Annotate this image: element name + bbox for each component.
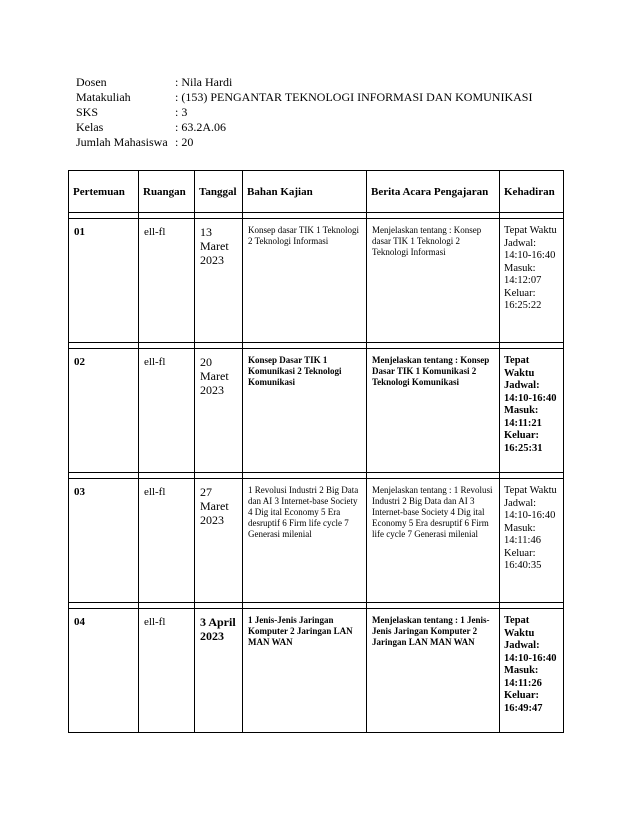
kehadiran-status: Tepat Waktu xyxy=(504,485,557,496)
cell-kehadiran xyxy=(500,609,564,733)
kehadiran-keluar-label: Keluar: xyxy=(504,690,539,701)
cell-tanggal: 13 Maret 2023 xyxy=(195,219,243,343)
kehadiran-masuk-label: Masuk: xyxy=(504,665,539,676)
info-label: Jumlah Mahasiswa xyxy=(76,135,168,149)
info-value: : (153) PENGANTAR TEKNOLOGI INFORMASI DAN KOMUNIKASI xyxy=(175,90,533,104)
cell-bahan-kajian: Konsep dasar TIK 1 Teknologi 2 Teknologi Informasi xyxy=(243,219,367,343)
info-row-sks xyxy=(76,105,532,120)
schedule-table xyxy=(68,170,564,733)
cell-ruangan: ell-fl xyxy=(139,349,195,473)
info-label: Dosen xyxy=(76,75,107,89)
cell-tanggal: 27 Maret 2023 xyxy=(195,479,243,603)
info-value: : 63.2A.06 xyxy=(175,120,226,134)
info-row-jumlah-mahasiswa xyxy=(76,135,532,150)
info-value: : Nila Hardi xyxy=(175,75,233,89)
table-row xyxy=(69,219,564,343)
header-kehadiran: Kehadiran xyxy=(500,171,564,213)
cell-bahan-kajian: 1 Jenis-Jenis Jaringan Komputer 2 Jaringan LAN MAN WAN xyxy=(243,609,367,733)
info-label: Kelas xyxy=(76,120,104,134)
info-value: : 20 xyxy=(175,135,194,149)
kehadiran-status: Tepat Waktu xyxy=(504,225,557,236)
kehadiran-jadwal: 14:10-16:40 xyxy=(504,392,557,404)
kehadiran-status: Tepat Waktu xyxy=(504,615,535,639)
info-row-dosen xyxy=(76,75,532,90)
cell-pertemuan: 01 xyxy=(69,219,139,343)
kehadiran-masuk: 14:12:07 xyxy=(504,275,542,286)
kehadiran-keluar: 16:25:22 xyxy=(504,300,542,311)
kehadiran-jadwal-label: Jadwal: xyxy=(504,497,537,509)
cell-ruangan: ell-fl xyxy=(139,609,195,733)
kehadiran-jadwal-label: Jadwal: xyxy=(504,380,540,391)
kehadiran-jadwal: 14:10-16:40 xyxy=(504,250,556,261)
kehadiran-keluar: 16:49:47 xyxy=(504,702,543,714)
table-header-row xyxy=(69,171,564,213)
kehadiran-jadwal-label: Jadwal: xyxy=(504,237,537,249)
header-ruangan: Ruangan xyxy=(139,171,195,213)
kehadiran-keluar-label: Keluar: xyxy=(504,430,539,441)
cell-bahan-kajian: Konsep Dasar TIK 1 Komunikasi 2 Teknologi Komunikasi xyxy=(243,349,367,473)
cell-tanggal: 3 April 2023 xyxy=(195,609,243,733)
table-row xyxy=(69,479,564,603)
cell-berita-acara: Menjelaskan tentang : Konsep Dasar TIK 1 Komunikasi 2 Teknologi Komunikasi xyxy=(367,349,500,473)
info-row-kelas xyxy=(76,120,532,135)
kehadiran-keluar: 16:25:31 xyxy=(504,442,543,454)
cell-ruangan: ell-fl xyxy=(139,479,195,603)
cell-kehadiran xyxy=(500,349,564,473)
course-info xyxy=(76,75,532,150)
cell-berita-acara: Menjelaskan tentang : 1 Revolusi Industri 2 Big Data dan AI 3 Internet-base Society 4 Dig ital Economy 5 Era desruptif 6 Firm life cycle 7 Generasi milenial xyxy=(367,479,500,603)
info-label: SKS xyxy=(76,105,99,119)
header-pertemuan: Pertemuan xyxy=(69,171,139,213)
kehadiran-masuk: 14:11:46 xyxy=(504,535,541,546)
cell-pertemuan: 03 xyxy=(69,479,139,603)
info-label: Matakuliah xyxy=(76,90,131,104)
cell-kehadiran xyxy=(500,219,564,343)
cell-ruangan: ell-fl xyxy=(139,219,195,343)
kehadiran-status: Tepat Waktu xyxy=(504,355,535,379)
cell-kehadiran xyxy=(500,479,564,603)
cell-berita-acara: Menjelaskan tentang : Konsep dasar TIK 1 Teknologi 2 Teknologi Informasi xyxy=(367,219,500,343)
kehadiran-masuk-label: Masuk: xyxy=(504,522,536,534)
table-row xyxy=(69,609,564,733)
kehadiran-masuk-label: Masuk: xyxy=(504,405,539,416)
cell-tanggal: 20 Maret 2023 xyxy=(195,349,243,473)
kehadiran-jadwal: 14:10-16:40 xyxy=(504,510,556,521)
info-row-matakuliah xyxy=(76,90,532,105)
header-tanggal: Tanggal xyxy=(195,171,243,213)
cell-pertemuan: 02 xyxy=(69,349,139,473)
kehadiran-jadwal-label: Jadwal: xyxy=(504,640,540,651)
kehadiran-keluar-label: Keluar: xyxy=(504,547,536,559)
cell-bahan-kajian: 1 Revolusi Industri 2 Big Data dan AI 3 Internet-base Society 4 Dig ital Economy 5 Era desruptif 6 Firm life cycle 7 Generasi milenial xyxy=(243,479,367,603)
header-bahan-kajian: Bahan Kajian xyxy=(243,171,367,213)
header-berita-acara: Berita Acara Pengajaran xyxy=(367,171,500,213)
kehadiran-masuk: 14:11:21 xyxy=(504,417,542,429)
kehadiran-keluar-label: Keluar: xyxy=(504,287,536,299)
table-row xyxy=(69,349,564,473)
kehadiran-keluar: 16:40:35 xyxy=(504,560,542,571)
kehadiran-jadwal: 14:10-16:40 xyxy=(504,652,557,664)
kehadiran-masuk: 14:11:26 xyxy=(504,677,542,689)
cell-pertemuan: 04 xyxy=(69,609,139,733)
cell-berita-acara: Menjelaskan tentang : 1 Jenis-Jenis Jaringan Komputer 2 Jaringan LAN MAN WAN xyxy=(367,609,500,733)
kehadiran-masuk-label: Masuk: xyxy=(504,262,536,274)
info-value: : 3 xyxy=(175,105,188,119)
